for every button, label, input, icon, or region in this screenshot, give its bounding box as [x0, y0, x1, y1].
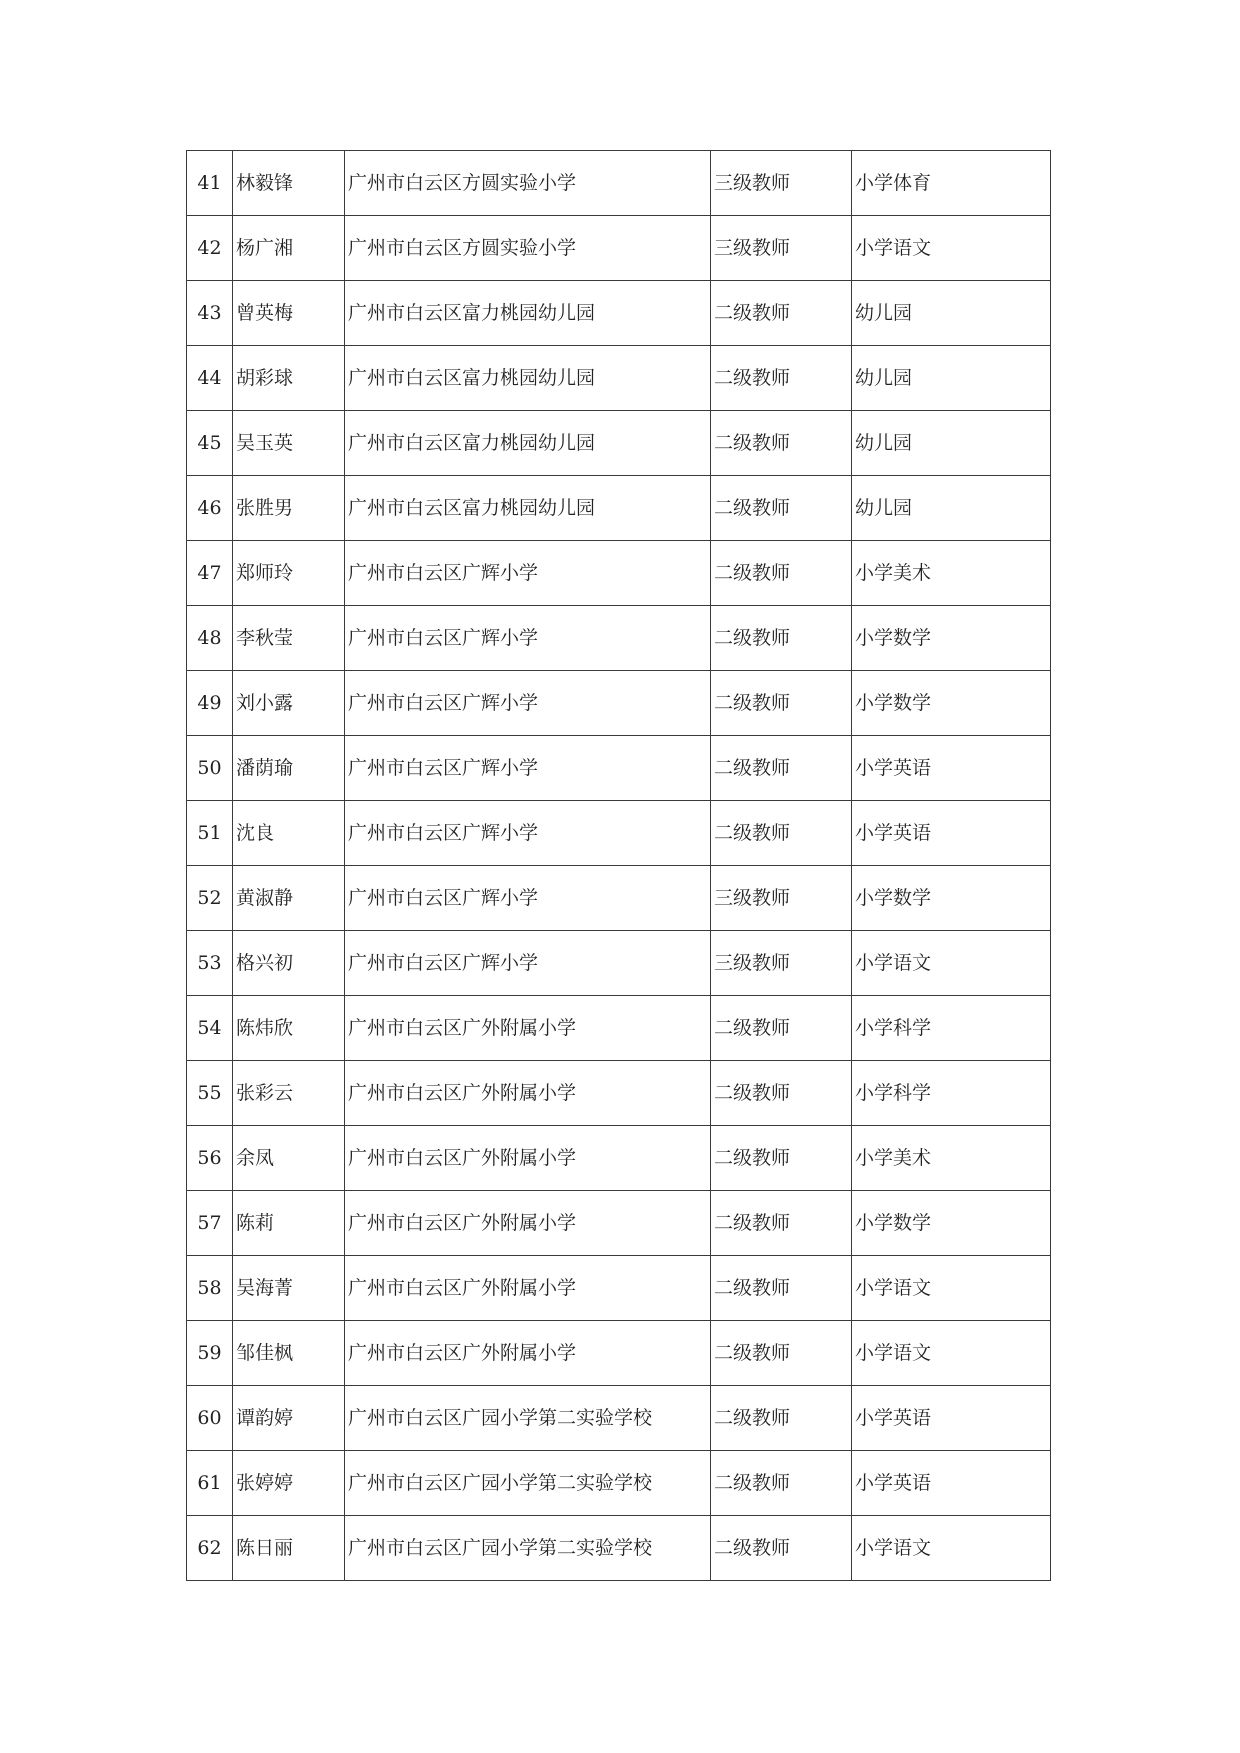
- teaching-subject-cell: 小学美术: [852, 1126, 1051, 1191]
- teaching-subject-cell: 小学英语: [852, 801, 1051, 866]
- teacher-rank-cell: 二级教师: [711, 801, 852, 866]
- teacher-name-cell: 格兴初: [233, 931, 345, 996]
- row-number-cell: 43: [187, 281, 233, 346]
- table-row: [187, 476, 1051, 541]
- teacher-rank-cell: 二级教师: [711, 606, 852, 671]
- teacher-rank-cell: 三级教师: [711, 216, 852, 281]
- teacher-rank-cell: 二级教师: [711, 1256, 852, 1321]
- teaching-subject-cell: 小学英语: [852, 1386, 1051, 1451]
- school-name-cell: 广州市白云区广园小学第二实验学校: [345, 1386, 711, 1451]
- teacher-roster-table: [186, 150, 1051, 1581]
- table-row: [187, 1191, 1051, 1256]
- teacher-rank-cell: 二级教师: [711, 346, 852, 411]
- school-name-cell: 广州市白云区富力桃园幼儿园: [345, 281, 711, 346]
- teaching-subject-cell: 小学数学: [852, 671, 1051, 736]
- teacher-rank-cell: 二级教师: [711, 1126, 852, 1191]
- teacher-name-cell: 郑师玲: [233, 541, 345, 606]
- school-name-cell: 广州市白云区广外附属小学: [345, 1061, 711, 1126]
- table-row: [187, 1386, 1051, 1451]
- row-number-cell: 57: [187, 1191, 233, 1256]
- teacher-rank-cell: 二级教师: [711, 541, 852, 606]
- row-number-cell: 50: [187, 736, 233, 801]
- table-row: [187, 931, 1051, 996]
- teaching-subject-cell: 小学科学: [852, 996, 1051, 1061]
- teaching-subject-cell: 小学语文: [852, 1256, 1051, 1321]
- roster-body: [187, 151, 1051, 1581]
- school-name-cell: 广州市白云区广辉小学: [345, 671, 711, 736]
- row-number-cell: 58: [187, 1256, 233, 1321]
- table-row: [187, 1516, 1051, 1581]
- teaching-subject-cell: 小学英语: [852, 1451, 1051, 1516]
- table-row: [187, 736, 1051, 801]
- teacher-rank-cell: 二级教师: [711, 1061, 852, 1126]
- teacher-rank-cell: 二级教师: [711, 281, 852, 346]
- table-row: [187, 281, 1051, 346]
- row-number-cell: 53: [187, 931, 233, 996]
- table-row: [187, 411, 1051, 476]
- teaching-subject-cell: 幼儿园: [852, 346, 1051, 411]
- row-number-cell: 48: [187, 606, 233, 671]
- teacher-name-cell: 邹佳枫: [233, 1321, 345, 1386]
- teacher-name-cell: 陈炜欣: [233, 996, 345, 1061]
- teaching-subject-cell: 小学体育: [852, 151, 1051, 216]
- school-name-cell: 广州市白云区广辉小学: [345, 736, 711, 801]
- school-name-cell: 广州市白云区广辉小学: [345, 866, 711, 931]
- teacher-name-cell: 吴玉英: [233, 411, 345, 476]
- teacher-name-cell: 余凤: [233, 1126, 345, 1191]
- table-row: [187, 541, 1051, 606]
- school-name-cell: 广州市白云区富力桃园幼儿园: [345, 346, 711, 411]
- row-number-cell: 55: [187, 1061, 233, 1126]
- teacher-rank-cell: 三级教师: [711, 931, 852, 996]
- teacher-name-cell: 潘荫瑜: [233, 736, 345, 801]
- teacher-name-cell: 沈良: [233, 801, 345, 866]
- school-name-cell: 广州市白云区富力桃园幼儿园: [345, 411, 711, 476]
- teacher-name-cell: 黄淑静: [233, 866, 345, 931]
- table-row: [187, 606, 1051, 671]
- row-number-cell: 44: [187, 346, 233, 411]
- teaching-subject-cell: 小学语文: [852, 216, 1051, 281]
- teaching-subject-cell: 小学语文: [852, 931, 1051, 996]
- school-name-cell: 广州市白云区广外附属小学: [345, 1256, 711, 1321]
- table-row: [187, 346, 1051, 411]
- teacher-rank-cell: 二级教师: [711, 411, 852, 476]
- school-name-cell: 广州市白云区广外附属小学: [345, 996, 711, 1061]
- teaching-subject-cell: 小学语文: [852, 1516, 1051, 1581]
- table-row: [187, 216, 1051, 281]
- table-row: [187, 1126, 1051, 1191]
- teacher-name-cell: 林毅锋: [233, 151, 345, 216]
- teacher-name-cell: 杨广湘: [233, 216, 345, 281]
- school-name-cell: 广州市白云区广辉小学: [345, 541, 711, 606]
- teacher-name-cell: 吴海菁: [233, 1256, 345, 1321]
- teacher-rank-cell: 二级教师: [711, 671, 852, 736]
- table-row: [187, 671, 1051, 736]
- row-number-cell: 62: [187, 1516, 233, 1581]
- row-number-cell: 49: [187, 671, 233, 736]
- teacher-name-cell: 陈日丽: [233, 1516, 345, 1581]
- school-name-cell: 广州市白云区广外附属小学: [345, 1126, 711, 1191]
- teacher-name-cell: 谭韵婷: [233, 1386, 345, 1451]
- teacher-rank-cell: 二级教师: [711, 736, 852, 801]
- table-row: [187, 151, 1051, 216]
- teaching-subject-cell: 小学美术: [852, 541, 1051, 606]
- school-name-cell: 广州市白云区广辉小学: [345, 801, 711, 866]
- teaching-subject-cell: 小学英语: [852, 736, 1051, 801]
- teaching-subject-cell: 幼儿园: [852, 281, 1051, 346]
- teaching-subject-cell: 小学数学: [852, 606, 1051, 671]
- teaching-subject-cell: 幼儿园: [852, 411, 1051, 476]
- row-number-cell: 59: [187, 1321, 233, 1386]
- row-number-cell: 51: [187, 801, 233, 866]
- teacher-rank-cell: 二级教师: [711, 1386, 852, 1451]
- teacher-rank-cell: 二级教师: [711, 1451, 852, 1516]
- school-name-cell: 广州市白云区广园小学第二实验学校: [345, 1451, 711, 1516]
- teacher-rank-cell: 二级教师: [711, 996, 852, 1061]
- row-number-cell: 56: [187, 1126, 233, 1191]
- teacher-name-cell: 张胜男: [233, 476, 345, 541]
- school-name-cell: 广州市白云区广辉小学: [345, 931, 711, 996]
- teaching-subject-cell: 小学数学: [852, 1191, 1051, 1256]
- row-number-cell: 52: [187, 866, 233, 931]
- row-number-cell: 47: [187, 541, 233, 606]
- teaching-subject-cell: 小学数学: [852, 866, 1051, 931]
- school-name-cell: 广州市白云区富力桃园幼儿园: [345, 476, 711, 541]
- teaching-subject-cell: 小学语文: [852, 1321, 1051, 1386]
- school-name-cell: 广州市白云区广辉小学: [345, 606, 711, 671]
- row-number-cell: 45: [187, 411, 233, 476]
- row-number-cell: 46: [187, 476, 233, 541]
- table-row: [187, 1321, 1051, 1386]
- teacher-rank-cell: 二级教师: [711, 1516, 852, 1581]
- teaching-subject-cell: 幼儿园: [852, 476, 1051, 541]
- teacher-name-cell: 张彩云: [233, 1061, 345, 1126]
- school-name-cell: 广州市白云区广园小学第二实验学校: [345, 1516, 711, 1581]
- teacher-name-cell: 刘小露: [233, 671, 345, 736]
- teaching-subject-cell: 小学科学: [852, 1061, 1051, 1126]
- teacher-rank-cell: 三级教师: [711, 866, 852, 931]
- teacher-name-cell: 李秋莹: [233, 606, 345, 671]
- teacher-name-cell: 胡彩球: [233, 346, 345, 411]
- school-name-cell: 广州市白云区方圆实验小学: [345, 216, 711, 281]
- teacher-rank-cell: 二级教师: [711, 1321, 852, 1386]
- row-number-cell: 42: [187, 216, 233, 281]
- teacher-name-cell: 陈莉: [233, 1191, 345, 1256]
- table-row: [187, 866, 1051, 931]
- school-name-cell: 广州市白云区广外附属小学: [345, 1191, 711, 1256]
- table-row: [187, 1451, 1051, 1516]
- teacher-name-cell: 张婷婷: [233, 1451, 345, 1516]
- row-number-cell: 41: [187, 151, 233, 216]
- school-name-cell: 广州市白云区广外附属小学: [345, 1321, 711, 1386]
- table-row: [187, 996, 1051, 1061]
- school-name-cell: 广州市白云区方圆实验小学: [345, 151, 711, 216]
- teacher-rank-cell: 三级教师: [711, 151, 852, 216]
- teacher-rank-cell: 二级教师: [711, 476, 852, 541]
- teacher-rank-cell: 二级教师: [711, 1191, 852, 1256]
- table-row: [187, 801, 1051, 866]
- teacher-name-cell: 曾英梅: [233, 281, 345, 346]
- table-row: [187, 1256, 1051, 1321]
- row-number-cell: 54: [187, 996, 233, 1061]
- table-row: [187, 1061, 1051, 1126]
- row-number-cell: 60: [187, 1386, 233, 1451]
- row-number-cell: 61: [187, 1451, 233, 1516]
